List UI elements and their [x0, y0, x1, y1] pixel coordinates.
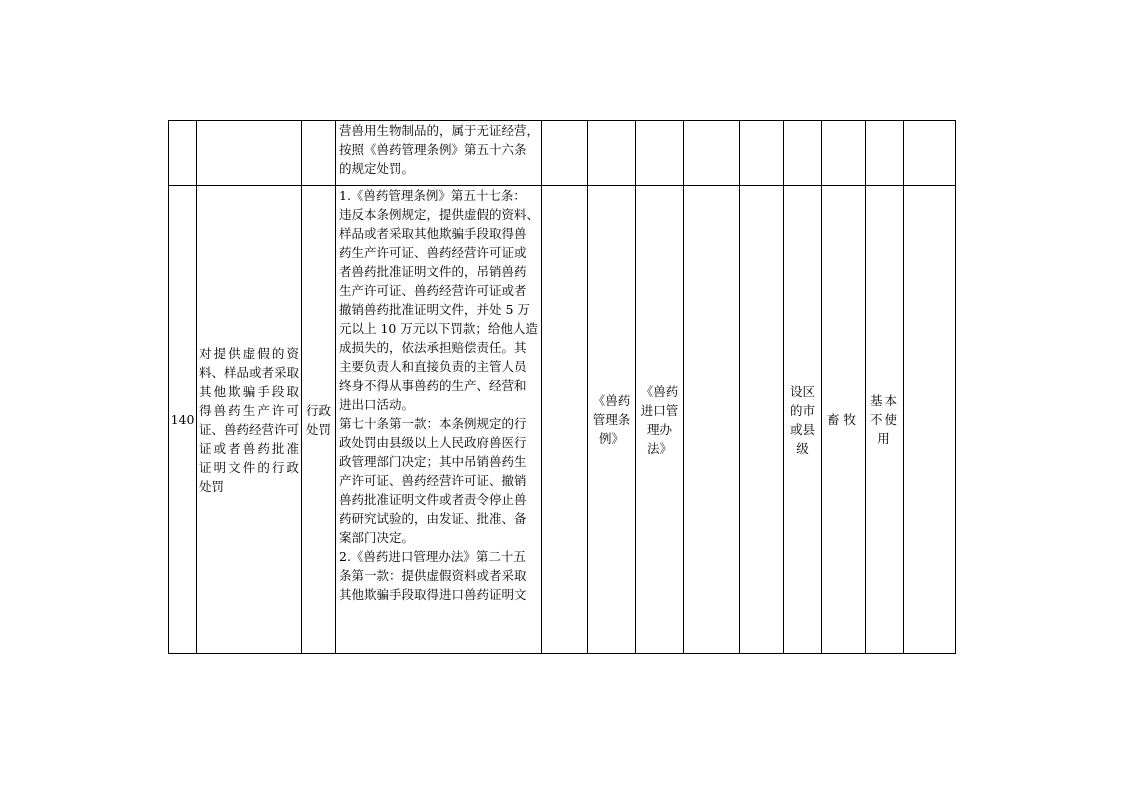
- item-name: [197, 186, 302, 654]
- cell-number-empty: [169, 121, 197, 186]
- cell-empty: [542, 121, 588, 186]
- basis-line: 违反本条例规定，提供虚假的资料、: [339, 207, 540, 222]
- item-department: 畜牧: [822, 186, 866, 654]
- item-name-line: 证或者兽药批准: [199, 440, 299, 456]
- item-rule: [636, 186, 684, 654]
- cell-empty: [684, 186, 740, 654]
- item-legal-basis: [336, 186, 542, 654]
- cell-empty: [904, 186, 956, 654]
- cell-empty: [684, 121, 740, 186]
- item-regulation: [588, 186, 636, 654]
- cell-empty: [784, 121, 822, 186]
- basis-line: 政处罚由县级以上人民政府兽医行: [339, 435, 527, 450]
- basis-line: 元以上 10 万元以下罚款；给他人造: [339, 321, 538, 336]
- item-name-line: 证、兽药经营许可: [199, 421, 300, 437]
- cell-empty: [822, 121, 866, 186]
- basis-line: 兽药批准证明文件或者责令停止兽: [339, 492, 527, 507]
- item-name-line: 料、样品或者采取: [199, 364, 300, 380]
- usage-line: 不使: [869, 412, 899, 427]
- cell-empty: [904, 121, 956, 186]
- basis-line: 药研究试验的，由发证、批准、备: [339, 511, 527, 526]
- item-name-line: 证明文件的行政: [199, 459, 299, 475]
- level-line: 设区: [789, 383, 815, 399]
- document-table: [168, 120, 956, 654]
- usage-line: 用: [877, 431, 892, 446]
- cell-type-empty: [302, 121, 336, 186]
- basis-line: 撤销兽药批准证明文件，并处 5 万: [339, 302, 530, 317]
- basis-line: 1.《兽药管理条例》第五十七条：: [339, 188, 526, 203]
- item-type-line: 行政: [305, 402, 331, 418]
- basis-line: 生产许可证、兽药经营许可证或者: [339, 283, 527, 298]
- basis-line: 其他欺骗手段取得进口兽药证明文: [339, 587, 527, 602]
- basis-line: 主要负责人和直接负责的主管人员: [339, 359, 527, 374]
- cell-name-empty: [197, 121, 302, 186]
- table-row-item-140: [169, 186, 956, 654]
- cell-empty: [636, 121, 684, 186]
- cell-empty: [588, 121, 636, 186]
- cell-empty: [866, 121, 904, 186]
- basis-line: 成损失的，依法承担赔偿责任。其: [339, 340, 527, 355]
- item-usage: [866, 186, 904, 654]
- level-line: 级: [796, 440, 809, 456]
- basis-line: 按照《兽药管理条例》第五十六条: [339, 142, 527, 157]
- cell-basis-continued: [336, 121, 542, 186]
- basis-line: 进出口活动。: [339, 397, 415, 412]
- regulation-line: 《兽药: [592, 393, 631, 408]
- rule-line: 理办: [646, 421, 672, 437]
- basis-line: 政管理部门决定；其中吊销兽药生: [339, 454, 527, 469]
- item-type-line: 处罚: [305, 421, 331, 437]
- cell-empty: [542, 186, 588, 654]
- basis-line: 条第一款：提供虚假资料或者采取: [339, 568, 527, 583]
- basis-line: 营兽用生物制品的，属于无证经营，: [339, 123, 540, 138]
- rule-line: 《兽药: [640, 383, 679, 399]
- basis-line: 的规定处罚。: [339, 161, 415, 176]
- item-type: [302, 186, 336, 654]
- item-name-line: 处罚: [199, 478, 225, 494]
- rule-line: 进口管: [640, 402, 679, 418]
- cell-empty: [740, 186, 784, 654]
- item-name-line: 对提供虚假的资: [199, 345, 299, 361]
- level-line: 的市: [789, 402, 815, 418]
- basis-line: 者兽药批准证明文件的，吊销兽药: [339, 264, 527, 279]
- cell-empty: [740, 121, 784, 186]
- basis-line: 样品或者采取其他欺骗手段取得兽: [339, 226, 527, 241]
- level-line: 或县: [789, 421, 815, 437]
- item-name-line: 其他欺骗手段取: [199, 383, 299, 399]
- rule-line: 法》: [646, 440, 672, 456]
- item-name-line: 得兽药生产许可: [199, 402, 299, 418]
- regulation-line: 管理条: [592, 412, 631, 427]
- basis-line: 案部门决定。: [339, 530, 415, 545]
- basis-line: 2.《兽药进口管理办法》第二十五: [339, 549, 526, 564]
- usage-line: 基本: [869, 393, 899, 408]
- basis-line: 终身不得从事兽药的生产、经营和: [339, 378, 527, 393]
- table-row-continuation: [169, 121, 956, 186]
- regulation-line: 例》: [598, 431, 624, 446]
- basis-line: 第七十条第一款：本条例规定的行: [339, 416, 527, 431]
- item-number: 140: [169, 186, 197, 654]
- item-level: [784, 186, 822, 654]
- basis-line: 产许可证、兽药经营许可证、撤销: [339, 473, 527, 488]
- basis-line: 药生产许可证、兽药经营许可证或: [339, 245, 527, 260]
